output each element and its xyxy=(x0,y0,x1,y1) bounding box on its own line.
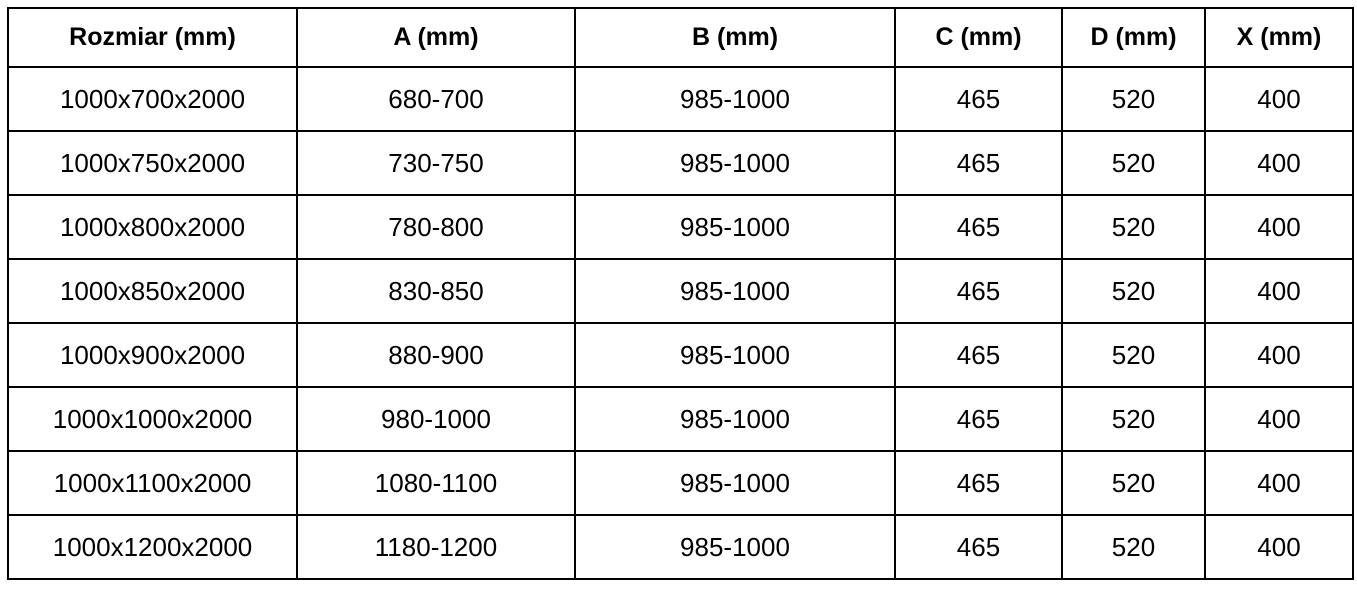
table-cell: 520 xyxy=(1062,259,1205,323)
table-cell: 780-800 xyxy=(297,195,575,259)
table-row xyxy=(8,259,1353,323)
table-cell: 1000x850x2000 xyxy=(8,259,297,323)
table-cell: 400 xyxy=(1205,451,1353,515)
table-cell: 985-1000 xyxy=(575,323,895,387)
table-cell: 465 xyxy=(895,131,1062,195)
table-cell: 985-1000 xyxy=(575,67,895,131)
table-cell: 400 xyxy=(1205,131,1353,195)
table-cell: 980-1000 xyxy=(297,387,575,451)
table-cell: 1080-1100 xyxy=(297,451,575,515)
table-cell: 1180-1200 xyxy=(297,515,575,579)
column-header: A (mm) xyxy=(297,8,575,67)
table-cell: 1000x800x2000 xyxy=(8,195,297,259)
table-row xyxy=(8,195,1353,259)
column-header: Rozmiar (mm) xyxy=(8,8,297,67)
table-cell: 985-1000 xyxy=(575,195,895,259)
table-cell: 465 xyxy=(895,515,1062,579)
table-row xyxy=(8,451,1353,515)
table-cell: 400 xyxy=(1205,67,1353,131)
table-cell: 1000x1000x2000 xyxy=(8,387,297,451)
table-cell: 400 xyxy=(1205,259,1353,323)
table-cell: 1000x1200x2000 xyxy=(8,515,297,579)
table-cell: 880-900 xyxy=(297,323,575,387)
table-cell: 520 xyxy=(1062,131,1205,195)
table-cell: 520 xyxy=(1062,387,1205,451)
table-row xyxy=(8,323,1353,387)
table-cell: 400 xyxy=(1205,195,1353,259)
table-cell: 985-1000 xyxy=(575,387,895,451)
table-cell: 985-1000 xyxy=(575,259,895,323)
table-cell: 520 xyxy=(1062,67,1205,131)
table-cell: 465 xyxy=(895,387,1062,451)
table-cell: 520 xyxy=(1062,451,1205,515)
dimensions-spec-table xyxy=(7,7,1354,580)
table-cell: 985-1000 xyxy=(575,451,895,515)
table-cell: 465 xyxy=(895,451,1062,515)
table-row xyxy=(8,387,1353,451)
column-header: X (mm) xyxy=(1205,8,1353,67)
table-row xyxy=(8,131,1353,195)
table-cell: 400 xyxy=(1205,323,1353,387)
table-cell: 520 xyxy=(1062,515,1205,579)
header-row xyxy=(8,8,1353,67)
column-header: B (mm) xyxy=(575,8,895,67)
table-cell: 985-1000 xyxy=(575,515,895,579)
table-cell: 985-1000 xyxy=(575,131,895,195)
column-header: C (mm) xyxy=(895,8,1062,67)
table-cell: 830-850 xyxy=(297,259,575,323)
table-cell: 465 xyxy=(895,323,1062,387)
table-cell: 1000x900x2000 xyxy=(8,323,297,387)
column-header: D (mm) xyxy=(1062,8,1205,67)
table-cell: 400 xyxy=(1205,515,1353,579)
table-cell: 1000x700x2000 xyxy=(8,67,297,131)
table-row xyxy=(8,67,1353,131)
table-body xyxy=(8,67,1353,579)
table-cell: 520 xyxy=(1062,323,1205,387)
table-cell: 465 xyxy=(895,259,1062,323)
table-cell: 1000x750x2000 xyxy=(8,131,297,195)
table-cell: 465 xyxy=(895,67,1062,131)
table-cell: 1000x1100x2000 xyxy=(8,451,297,515)
table-cell: 465 xyxy=(895,195,1062,259)
table-cell: 520 xyxy=(1062,195,1205,259)
table-cell: 400 xyxy=(1205,387,1353,451)
table-cell: 730-750 xyxy=(297,131,575,195)
table-header xyxy=(8,8,1353,67)
table-row xyxy=(8,515,1353,579)
table-cell: 680-700 xyxy=(297,67,575,131)
